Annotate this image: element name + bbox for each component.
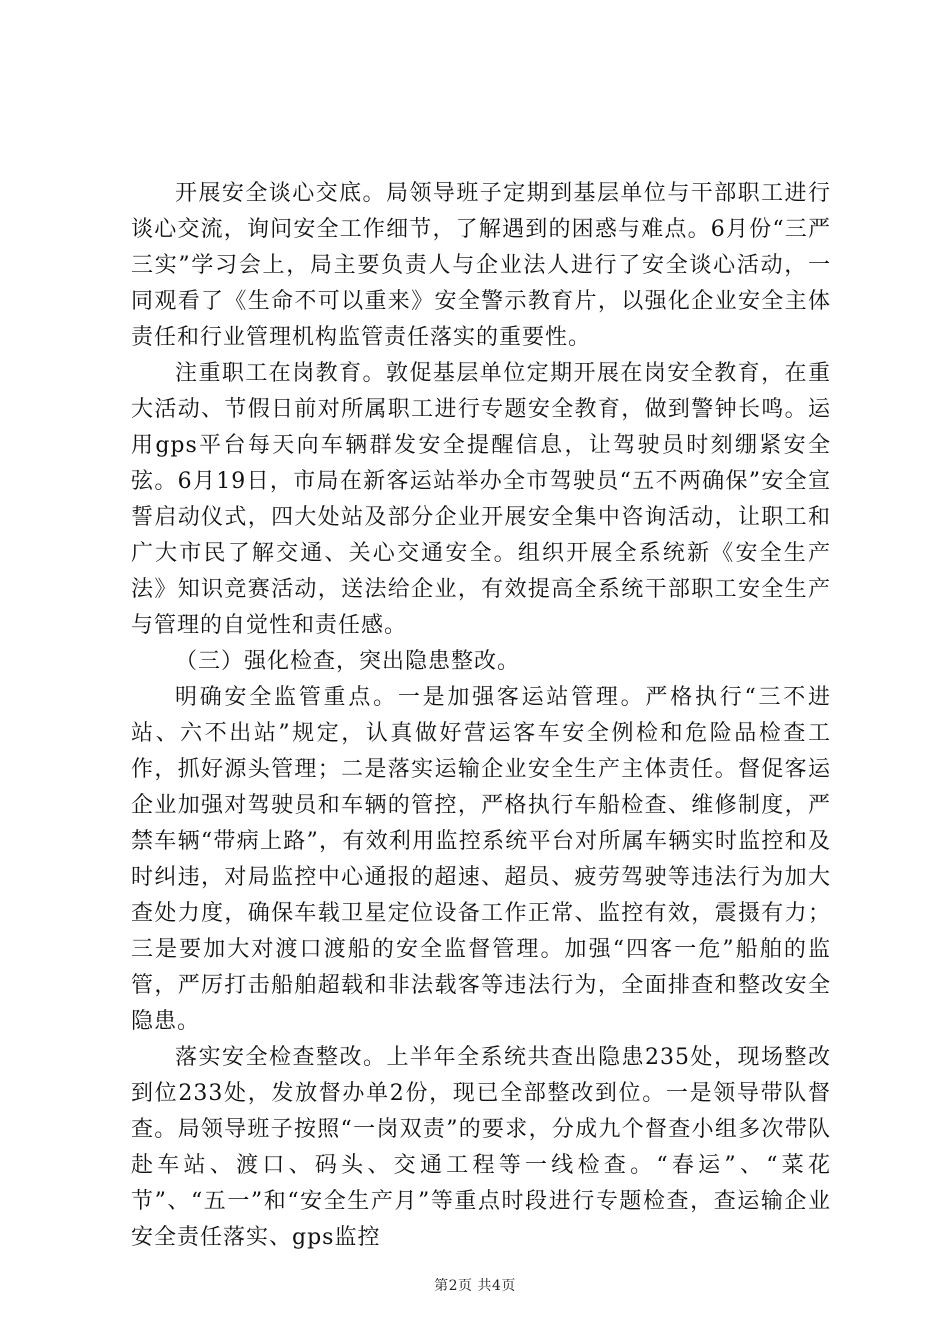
paragraph-inspection-rectification: 落实安全检查整改。上半年全系统共查出隐患235处，现场整改到位233处，发放督办单2份，现已全部整改到位。一是领导带队督查。局领导班子按照“一岗双责”的要求，分成九个督查小组多次带队赴车站、渡口、码头、交通工程等一线检查。“春运”、“菜花节”、“五一”和“安全生产月”等重点时段进行专题检查，查运输企业安全责任落实、gps监控 xyxy=(131,1045,831,1250)
document-body xyxy=(131,176,831,1256)
page-footer xyxy=(0,1275,950,1295)
paragraph-safety-talks: 开展安全谈心交底。局领导班子定期到基层单位与干部职工进行谈心交流，询问安全工作细节，了解遇到的困惑与难点。6月份“三严三实”学习会上，局主要负责人与企业法人进行了安全谈心活动，一同观看了《生命不可以重来》安全警示教育片，以强化企业安全主体责任和行业管理机构监管责任落实的重要性。 xyxy=(131,181,831,350)
section-heading-inspection: （三）强化检查，突出隐患整改。 xyxy=(175,649,521,674)
paragraph-onsite-education: 注重职工在岗教育。敦促基层单位定期开展在岗安全教育，在重大活动、节假日前对所属职工进行专题安全教育，做到警钟长鸣。运用gps平台每天向车辆群发安全提醒信息，让驾驶员时刻绷紧安全弦。6月19日，市局在新客运站举办全市驾驶员“五不两确保”安全宣誓启动仪式，四大处站及部分企业开展安全集中咨询活动，让职工和广大市民了解交通、关心交通安全。组织开展全系统新《安全生产法》知识竞赛活动，送法给企业，有效提高全系统干部职工安全生产与管理的自觉性和责任感。 xyxy=(131,361,831,638)
paragraph-supervision-focus: 明确安全监管重点。一是加强客运站管理。严格执行“三不进站、六不出站”规定，认真做好营运客车安全例检和危险品检查工作，抓好源头管理；二是落实运输企业安全生产主体责任。督促客运企业加强对驾驶员和车辆的管控，严格执行车船检查、维修制度，严禁车辆“带病上路”，有效利用监控系统平台对所属车辆实时监控和及时纠违，对局监控中心通报的超速、超员、疲劳驾驶等违法行为加大查处力度，确保车载卫星定位设备工作正常、监控有效，震摄有力；三是要加大对渡口渡船的安全监督管理。加强“四客一危”船舶的监管，严厉打击船舶超载和非法载客等违法行为，全面排查和整改安全隐患。 xyxy=(131,685,831,1034)
page-number-label: 第2页 共4页 xyxy=(434,1278,516,1294)
